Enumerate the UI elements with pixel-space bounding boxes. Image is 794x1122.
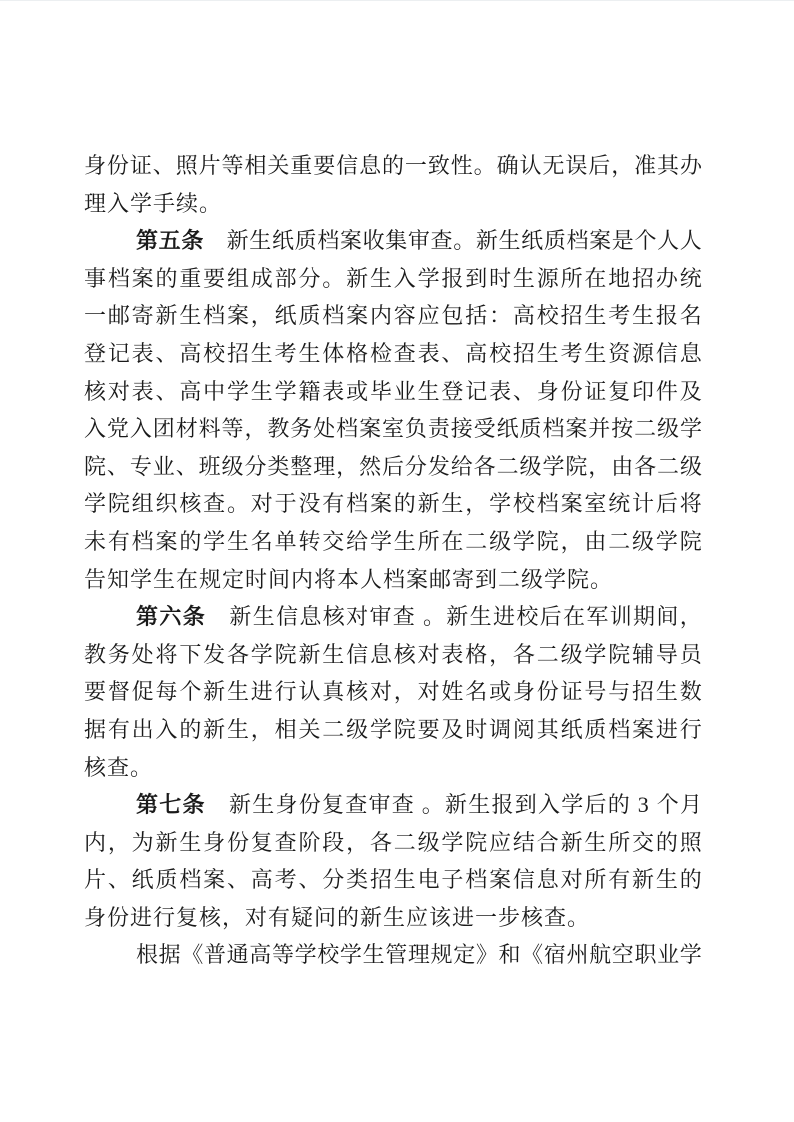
text-line: 内 ， 为 新 生 身 份 复 查 阶 段 ， 各 二 级 学 院 应 结 合 新 生 所 交 的 照 [84,829,702,855]
text-line: 院 、 专 业 、 班 级 分 类 整 理 ， 然 后 分 发 给 各 二 级 学 院 ， 由 各 二 级 [84,453,702,479]
text-line: 未 有 档 案 的 学 生 名 单 转 交 给 学 生 所 在 二 级 学 院 ， 由 二 级 学 院 [84,528,702,554]
text-line: 一 邮 寄 新 生 档 案 ， 纸 质 档 案 内 容 应 包 括 ： 高 校 招 生 考 生 报 名 [84,303,702,329]
text-line: 入 党 入 团 材 料 等 ， 教 务 处 档 案 室 负 责 接 受 纸 质 档 案 并 按 二 级 学 [84,416,702,442]
text-line: 学 院 组 织 核 查 。 对 于 没 有 档 案 的 新 生 ， 学 校 档 案 室 统 计 后 将 [84,491,702,517]
text-line: 核查。 [84,754,154,780]
text-line: 核 对 表 、 高 中 学 生 学 籍 表 或 毕 业 生 登 记 表 、 身 份 证 复 印 件 及 [84,378,702,404]
text-line: 身份进行复核，对有疑问的新生应该进一步核查。 [84,904,591,930]
text-line: 根 据 《 普 通 高 等 学 校 学 生 管 理 规 定 》 和 《 宿 州 航 空 职 业 学 [136,942,702,968]
text-line: 身 份 证 、 照 片 等 相 关 重 要 信 息 的 一 致 性 。 确 认 无 误 后 ， 准 其 办 [84,153,702,178]
text-line: 要 督 促 每 个 新 生 进 行 认 真 核 对 ， 对 姓 名 或 身 份 证 号 与 招 生 数 [84,679,702,705]
text-line: 第 七 条 新 生 身 份 复 查 审 查 。 新 生 报 到 入 学 后 的 3 个 月 [136,792,702,818]
text-line: 教 务 处 将 下 发 各 学 院 新 生 信 息 核 对 表 格 ， 各 二 级 学 院 辅 导 员 [84,641,702,667]
document-body [84,147,702,974]
text-line: 登 记 表 、 高 校 招 生 考 生 体 格 检 查 表 、 高 校 招 生 考 生 资 源 信 息 [84,340,702,366]
text-line: 据 有 出 入 的 新 生 ， 相 关 二 级 学 院 要 及 时 调 阅 其 纸 质 档 案 进 行 [84,716,702,742]
text-line: 第 六 条 新 生 信 息 核 对 审 查 。 新 生 进 校 后 在 军 训 期 间 ， [136,604,702,630]
text-line: 事 档 案 的 重 要 组 成 部 分 。 新 生 入 学 报 到 时 生 源 所 在 地 招 办 统 [84,265,702,291]
text-line: 告知学生在规定时间内将本人档案邮寄到二级学院。 [84,566,614,592]
text-line: 第 五 条 新 生 纸 质 档 案 收 集 审 查 。 新 生 纸 质 档 案 是 个 人 人 [136,228,702,254]
page-top-edge [0,0,794,1]
text-line: 片 、 纸 质 档 案 、 高 考 、 分 类 招 生 电 子 档 案 信 息 对 所 有 新 生 的 [84,867,702,893]
text-line: 理入学手续。 [84,190,223,216]
